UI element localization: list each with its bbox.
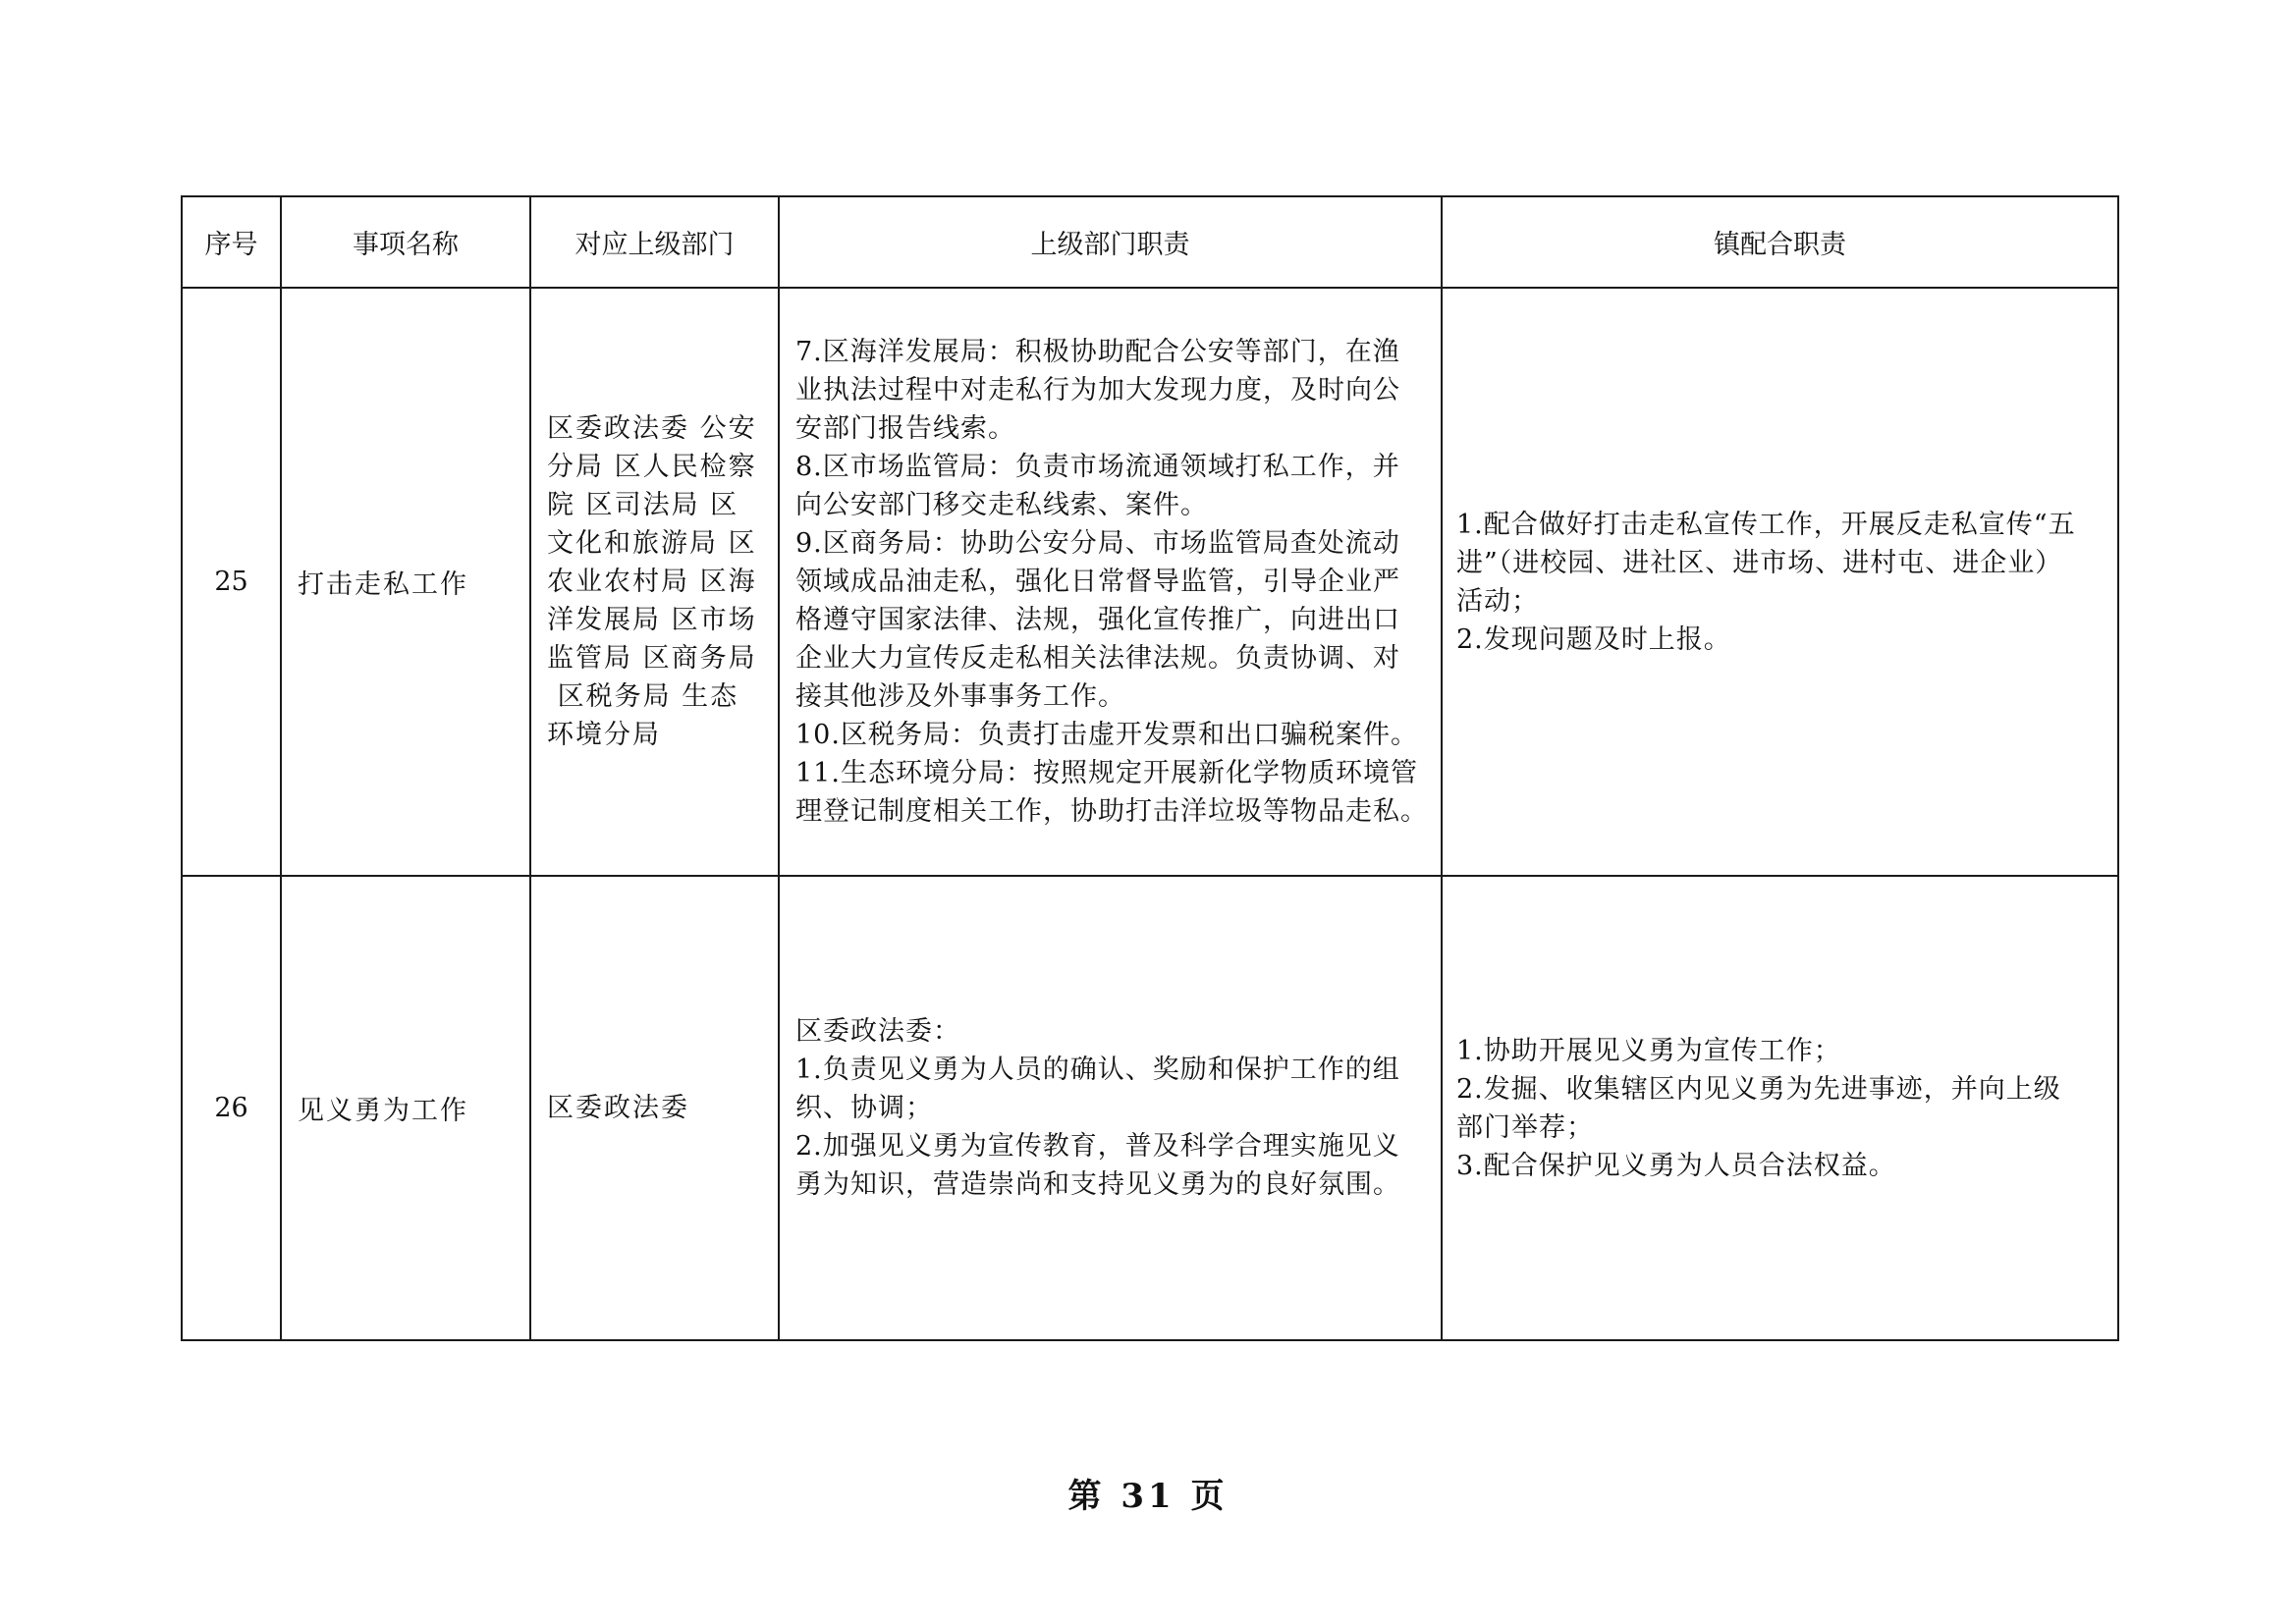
town-duty-line: 1.协助开展见义勇为宣传工作； — [1456, 1035, 1841, 1066]
department-line: 院 区司法局 区 — [547, 490, 739, 520]
department-line: 分局 区人民检察 — [547, 452, 757, 482]
duty-line: 2.加强见义勇为宣传教育，普及科学合理实施见义 — [795, 1131, 1400, 1162]
header-item-name: 事项名称 — [281, 196, 530, 288]
row-superior-department — [530, 876, 779, 1340]
department-line: 农业农村局 区海 — [547, 567, 757, 597]
duty-line: 区委政法委： — [795, 1016, 960, 1047]
duty-line: 领域成品油走私，强化日常督导监管，引导企业严 — [795, 567, 1400, 597]
row-superior-duties — [779, 288, 1442, 876]
duty-line: 业执法过程中对走私行为加大发现力度，及时向公 — [795, 375, 1400, 406]
row-item-name: 打击走私工作 — [281, 288, 530, 876]
table-row — [182, 876, 2118, 1340]
header-serial-number: 序号 — [182, 196, 281, 288]
duty-line: 企业大力宣传反走私相关法律法规。负责协调、对 — [795, 643, 1400, 674]
town-duty-line: 1.配合做好打击走私宣传工作，开展反走私宣传“五 — [1456, 509, 2076, 540]
duty-line: 织、协调； — [795, 1093, 933, 1123]
duty-line: 9.区商务局：协助公安分局、市场监管局查处流动 — [795, 528, 1400, 559]
department-line: 监管局 区商务局 — [547, 643, 757, 674]
town-duty-line: 部门举荐； — [1456, 1111, 1594, 1143]
row-town-duties — [1442, 288, 2118, 876]
department-line: 区税务局 生态 — [547, 681, 739, 712]
department-line: 区委政法委 — [547, 1093, 689, 1123]
row-serial-number: 26 — [182, 876, 281, 1340]
town-duty-line: 2.发现问题及时上报。 — [1456, 623, 1731, 655]
row-item-name: 见义勇为工作 — [281, 876, 530, 1340]
duty-line: 11.生态环境分局：按照规定开展新化学物质环境管 — [795, 758, 1418, 788]
duty-line: 勇为知识，营造崇尚和支持见义勇为的良好氛围。 — [795, 1169, 1400, 1200]
row-town-duties — [1442, 876, 2118, 1340]
table-header-row — [182, 196, 2118, 288]
duty-line: 理登记制度相关工作，协助打击洋垃圾等物品走私。 — [795, 796, 1428, 827]
department-line: 环境分局 — [547, 720, 661, 750]
department-line: 洋发展局 区市场 — [547, 605, 757, 635]
row-superior-department — [530, 288, 779, 876]
table-row — [182, 288, 2118, 876]
duty-line: 1.负责见义勇为人员的确认、奖励和保护工作的组 — [795, 1055, 1400, 1085]
department-line: 区委政法委 公安 — [547, 413, 757, 444]
duty-line: 10.区税务局：负责打击虚开发票和出口骗税案件。 — [795, 720, 1418, 750]
duty-line: 8.区市场监管局：负责市场流通领域打私工作，并 — [795, 452, 1400, 482]
responsibility-table — [181, 195, 2119, 1341]
town-duty-line: 3.配合保护见义勇为人员合法权益。 — [1456, 1150, 1896, 1181]
town-duty-line: 2.发掘、收集辖区内见义勇为先进事迹，并向上级 — [1456, 1073, 2061, 1105]
duty-line: 安部门报告线索。 — [795, 413, 1015, 444]
duty-line: 接其他涉及外事事务工作。 — [795, 681, 1125, 712]
department-line: 文化和旅游局 区 — [547, 528, 757, 559]
duty-line: 格遵守国家法律、法规，强化宣传推广，向进出口 — [795, 605, 1400, 635]
page-number: 第 31 页 — [1067, 1477, 1229, 1516]
town-duty-line: 活动； — [1456, 585, 1539, 617]
header-superior-department: 对应上级部门 — [530, 196, 779, 288]
duty-line: 向公安部门移交走私线索、案件。 — [795, 490, 1208, 520]
town-duty-line: 进”（进校园、进社区、进市场、进村屯、进企业） — [1456, 547, 2063, 578]
header-town-duties: 镇配合职责 — [1442, 196, 2118, 288]
header-superior-duties: 上级部门职责 — [779, 196, 1442, 288]
row-superior-duties — [779, 876, 1442, 1340]
duty-line: 7.区海洋发展局：积极协助配合公安等部门，在渔 — [795, 337, 1400, 367]
row-serial-number: 25 — [182, 288, 281, 876]
